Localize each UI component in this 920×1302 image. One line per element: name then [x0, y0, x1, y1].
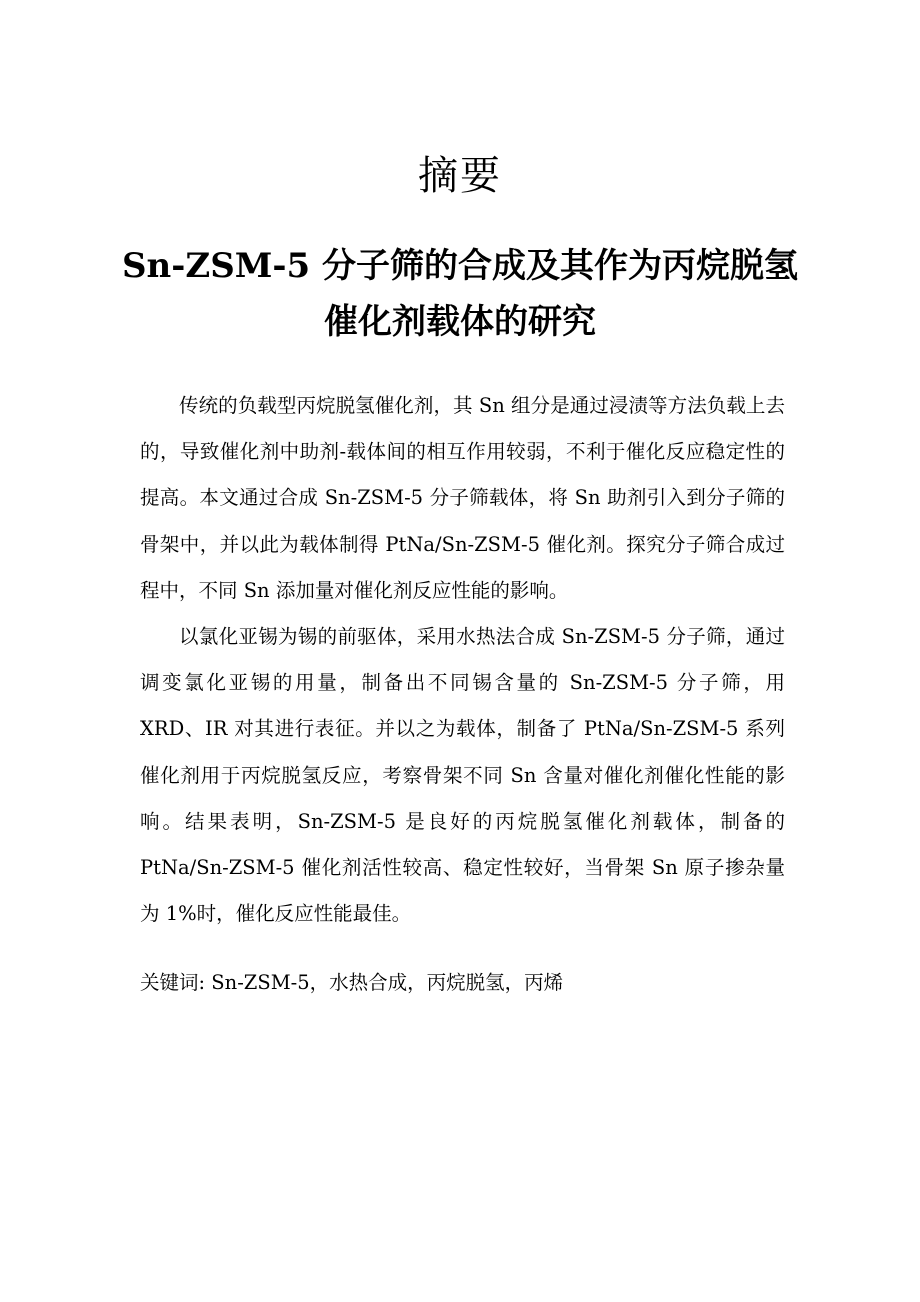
paper-title	[100, 238, 820, 350]
paper-title-line-1: Sn-ZSM-5 分子筛的合成及其作为丙烷脱氢	[122, 246, 798, 286]
abstract-heading: 摘要	[418, 153, 502, 199]
keywords-line	[140, 960, 785, 1006]
keywords-text: Sn-ZSM-5，水热合成，丙烷脱氢，丙烯	[211, 971, 564, 994]
abstract-paragraph-1: 传统的负载型丙烷脱氢催化剂，其 Sn 组分是通过浸渍等方法负载上去的，导致催化剂中助剂-载体间的相互作用较弱，不利于催化反应稳定性的提高。本文通过合成 Sn-ZSM-5 分子筛载体，将 Sn 助剂引入到分子筛的骨架中，并以此为载体制得 PtNa/Sn-ZSM-5 催化剂。探究分子筛合成过程中，不同 Sn 添加量对催化剂反应性能的影响。	[140, 394, 785, 602]
abstract-paragraph-2: 以氯化亚锡为锡的前驱体，采用水热法合成 Sn-ZSM-5 分子筛，通过调变氯化亚锡的用量，制备出不同锡含量的 Sn-ZSM-5 分子筛，用 XRD、IR 对其进行表征。并以之为载体，制备了 PtNa/Sn-ZSM-5 系列催化剂用于丙烷脱氢反应，考察骨架不同 Sn 含量对催化剂催化性能的影响。结果表明，Sn-ZSM-5 是良好的丙烷脱氢催化剂载体，制备的 PtNa/Sn-ZSM-5 催化剂活性较高、稳定性较好，当骨架 Sn 原子掺杂量为 1%时，催化反应性能最佳。	[140, 625, 785, 926]
keywords-label: 关键词	[140, 971, 199, 994]
keywords-separator: :	[198, 971, 212, 994]
paper-title-line-2: 催化剂载体的研究	[324, 302, 596, 342]
abstract-body	[140, 383, 785, 937]
